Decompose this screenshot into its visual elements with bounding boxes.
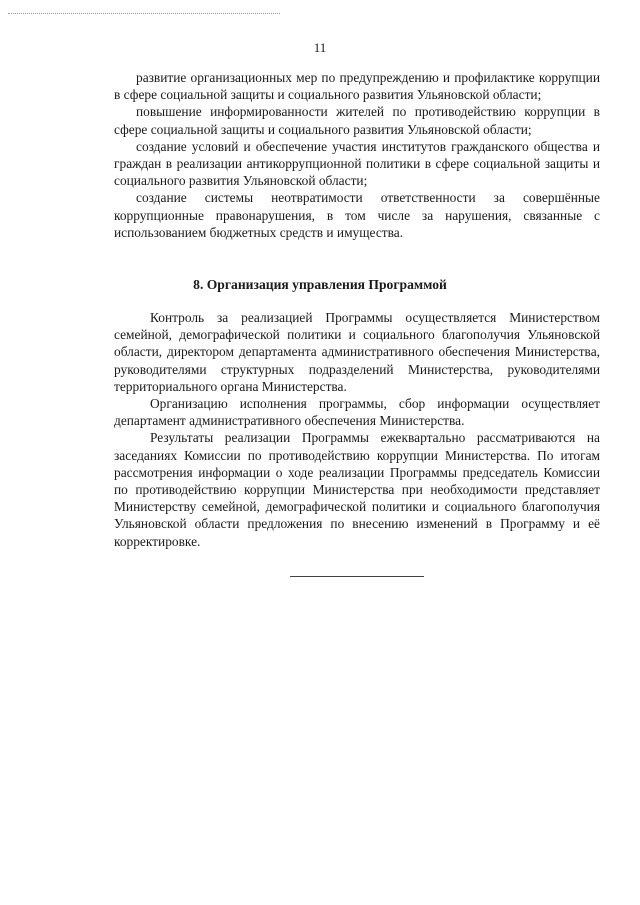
- page-number: 11: [313, 40, 327, 55]
- section-heading: 8. Организация управления Программой: [193, 277, 447, 292]
- section-paragraph: Результаты реализации Программы ежеквартально рассматриваются на заседаниях Комиссии по противодействию коррупции Министерства. По итогам рассмотрения информации о ходе реализации Программы председатель Комиссии по противодействию коррупции Министерства при необходимости представляет Министерству семейной, демографической политики и социального благополучия Ульяновской области предложения по внесению изменений в Программу и её корректировке.: [114, 430, 600, 549]
- goal-paragraph: создание условий и обеспечение участия институтов гражданского общества и граждан в реализации антикоррупционной политики в сфере социальной защиты и социального развития Ульяновской области;: [114, 138, 600, 189]
- section-body: [114, 309, 600, 550]
- section-paragraph: Организацию исполнения программы, сбор информации осуществляет департамент административного обеспечения Министерства.: [114, 396, 600, 429]
- end-separator: [290, 576, 424, 577]
- goal-paragraph: повышение информированности жителей по противодействию коррупции в сфере социальной защиты и социального развития Ульяновской области;: [114, 104, 600, 137]
- goal-paragraph: развитие организационных мер по предупреждению и профилактике коррупции в сфере социальной защиты и социального развития Ульяновской области;: [114, 70, 600, 103]
- section-paragraph: Контроль за реализацией Программы осуществляется Министерством семейной, демографической политики и социального благополучия Ульяновской области, директором департамента административного обеспечения Министерства, руководителями структурных подразделений Министерства, руководителями территориального органа Министерства.: [114, 310, 600, 394]
- goal-paragraph: создание системы неотвратимости ответственности за совершённые коррупционные правонарушения, в том числе за нарушения, связанные с использованием бюджетных средств и имущества.: [114, 190, 600, 240]
- goals-list: [114, 69, 600, 241]
- scan-artifact-line: [8, 13, 280, 14]
